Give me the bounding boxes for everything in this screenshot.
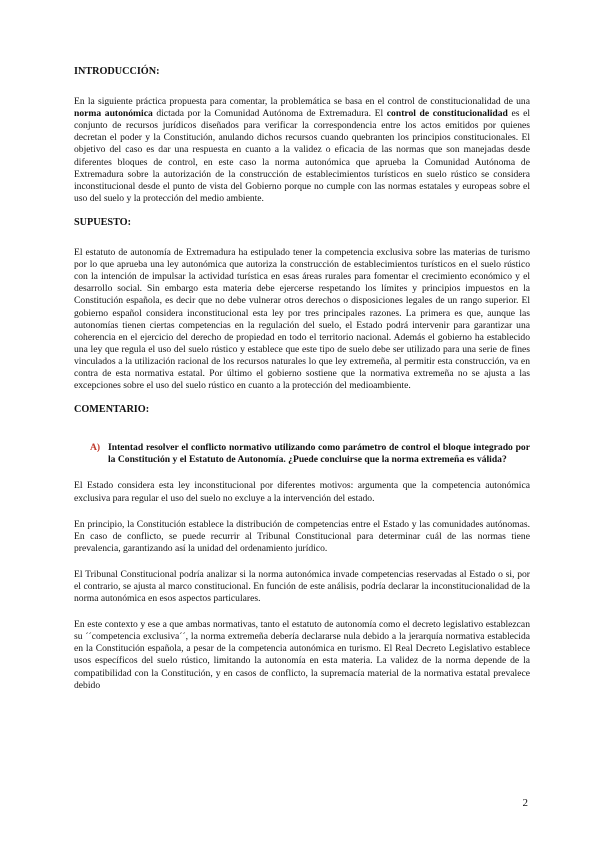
intro-bold-control: control de constitucionalidad [386,108,508,120]
comentario-paragraph-3: El Tribunal Constitucional podría analizar si la norma autonómica invade competencias reservadas al Estado o si, por el contrario, se ajusta al marco constitucional. En función de este análisis, podría declarar la inconstitucionalidad de la norma autonómica en esos aspectos particulares. [74,568,530,605]
document-page [74,66,530,692]
heading-comentario: COMENTARIO: [74,404,150,416]
comentario-paragraph-2: En principio, la Constitución establece la distribución de competencias entre el Estado y las comunidades autónomas. En caso de conflicto, se puede recurrir al Tribunal Constitucional para determinar cuál de las normas tiene prevalencia, garantizando así la unidad del ordenamiento jurídico. [74,518,530,554]
intro-text-1: En la siguiente práctica propuesta para comentar, la problemática se basa en el control de constitucionalidad de una [74,96,530,108]
intro-bold-norma: norma autonómica [74,108,153,120]
question-marker: A) [90,442,101,454]
supuesto-paragraph: El estatuto de autonomía de Extremadura ha estipulado tener la competencia exclusiva sobre las materias de turismo por lo que aprueba una ley autonómica que autoriza la construcción de establecimientos turísticos en el suelo rústico con la intención de impulsar la actividad turística en esas áreas rurales para fomentar el crecimiento económico y el desarrollo social. Sin embargo esta materia debe ejercerse respetando los límites y principios impuestos en la Constitución española, es decir que no debe vulnerar otros derechos o disposiciones legales de un rango superior. El gobierno español considera inconstitucional esta ley por tres principales razones. La primera es que, aunque las autonomías tienen ciertas competencias en la regulación del suelo, el Estado podrá intervenir para garantizar una coherencia en el ejercicio del derecho de propiedad en todo el territorio nacional. Además el gobierno ha establecido una ley que regula el uso del suelo rústico y establece que este tipo de suelo debe ser utilizado para una serie de fines vinculados a la utilización racional de los recursos naturales lo que ley extremeña, al permitir esta construcción, va en contra de esta normativa estatal. Por último el gobierno sostiene que la normativa extremeña no se ajusta a las excepciones sobre el uso del suelo rústico en cuanto a la protección del medioambiente. [74,247,530,392]
comentario-paragraph-4: En este contexto y ese a que ambas normativas, tanto el estatuto de autonomía como el decreto legislativo establezcan su ´´competencia exclusiva´´, la norma extremeña debería declararse nula debido a la jerarquía normativa establecida en la Constitución española, a pesar de la competencia autonómica en turismo. El Real Decreto Legislativo establece usos específicos del suelo rústico, limitando la autonomía en esta materia. La validez de la norma depende de la compatibilidad con la Constitución, y en casos de conflicto, la supremacía material de la normativa estatal prevalece debido [74,619,530,691]
question-a [90,442,530,466]
intro-text-3: es el conjunto de recursos jurídicos diseñados para verificar la correspondencia entre los actos emitidos por quienes decretan el poder y la Constitución, anulando dichos recursos cuando quebranten los principios constitucionales. El objetivo del caso es dar una respuesta en cuanto a la validez o eficacia de las normas que son manejadas desde diferentes bloques de control, en este caso la norma autonómica que aprueba la Comunidad Autónoma de Extremadura sobre la autorización de la construcción de establecimientos turísticos en suelo rústico se considera inconstitucional desde el punto de vista del Gobierno porque no cumple con las normas estatales y europeas sobre el uso del suelo y la protección del medio ambiente. [74,108,530,204]
comentario-paragraph-1: El Estado considera esta ley inconstitucional por diferentes motivos: argumenta que la competencia autonómica exclusiva para regular el uso del suelo no excluye a la intervención del estado. [74,480,530,504]
heading-supuesto: SUPUESTO: [74,216,131,228]
page-number: 2 [522,797,528,809]
intro-text-2: dictada por la Comunidad Autónoma de Extremadura. El [152,108,387,120]
heading-introduccion: INTRODUCCIÓN: [74,66,160,77]
question-text: Intentad resolver el conflicto normativo utilizando como parámetro de control el bloque integrado por la Constitución y el Estatuto de Autonomía. ¿Puede concluirse que la norma extremeña es válida? [108,442,530,466]
intro-paragraph [74,96,530,205]
